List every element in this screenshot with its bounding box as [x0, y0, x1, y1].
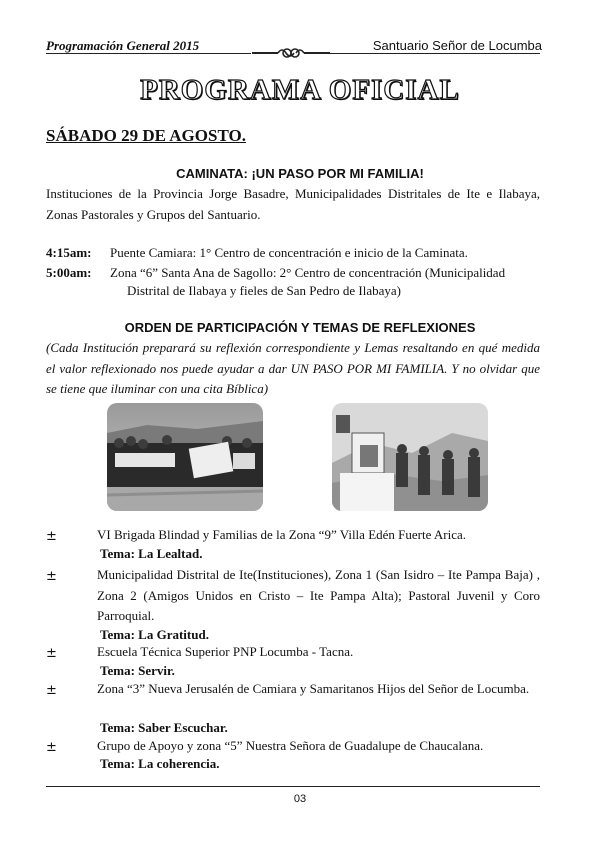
schedule-text: Zona “6” Santa Ana de Sagollo: 2° Centro de concentración (Municipalidad — [110, 265, 506, 280]
ornament-icon — [250, 44, 332, 62]
photo-procession — [107, 403, 263, 511]
schedule-time: 5:00am: — [46, 265, 92, 280]
bullet-icon: ± — [46, 646, 57, 661]
schedule-row — [46, 243, 540, 264]
page-title: PROGRAMA OFICIAL — [140, 74, 460, 106]
bullet-icon: ± — [46, 569, 57, 584]
footer-divider — [46, 786, 540, 787]
item-tema: Tema: Saber Escuchar. — [100, 720, 228, 735]
list-item: Escuela Técnica Superior PNP Locumba - Tacna. — [97, 644, 354, 659]
schedule-row — [46, 263, 540, 284]
caminata-heading: CAMINATA: ¡UN PASO POR MI FAMILIA! — [176, 166, 424, 181]
item-tema: Tema: La Lealtad. — [100, 546, 203, 561]
bullet-icon: ± — [46, 683, 57, 698]
event-date: SÁBADO 29 DE AGOSTO. — [46, 126, 246, 145]
header-divider-left — [46, 53, 251, 54]
bullet-icon: ± — [46, 529, 57, 544]
photo-altar — [332, 403, 488, 511]
header-divider-right — [330, 53, 540, 54]
item-tema: Tema: Servir. — [100, 663, 175, 678]
schedule-time: 4:15am: — [46, 245, 92, 260]
schedule-text: Puente Camiara: 1° Centro de concentración e inicio de la Caminata. — [110, 245, 468, 260]
schedule-text-continued: Distrital de Ilabaya y fieles de San Pedro de Ilabaya) — [127, 283, 401, 298]
list-item: Municipalidad Distrital de Ite(Instituciones), Zona 1 (San Isidro – Ite Pampa Baja) , Zona 2 (Amigos Unidos en Cristo – Ite Pampa Alta); Pastoral Juvenil y Coro Parroquial. — [97, 567, 540, 623]
bullet-icon: ± — [46, 740, 57, 755]
header-left-title: Programación General 2015 — [46, 38, 200, 53]
caminata-text: Instituciones de la Provincia Jorge Basadre, Municipalidades Distritales de Ite e Ilabaya, Zonas Pastorales y Grupos del Santuario. — [46, 186, 540, 222]
item-tema: Tema: La coherencia. — [100, 756, 220, 771]
item-tema: Tema: La Gratitud. — [100, 627, 209, 642]
header-right-title: Santuario Señor de Locumba — [372, 38, 542, 53]
orden-heading: ORDEN DE PARTICIPACIÓN Y TEMAS DE REFLEXIONES — [124, 320, 476, 335]
page-number: 03 — [293, 793, 307, 805]
list-item: Zona “3” Nueva Jerusalén de Camiara y Samaritanos Hijos del Señor de Locumba. — [97, 681, 530, 696]
orden-note: (Cada Institución preparará su reflexión correspondiente y Lemas resaltando en qué medida el valor reflexionado nos puede ayudar a dar UN PASO POR MI FAMILIA. Y no olvidar que se tiene que iluminar con una cita Bíblica) — [46, 340, 540, 396]
list-item: VI Brigada Blindad y Familias de la Zona “9” Villa Edén Fuerte Arica. — [97, 527, 467, 542]
list-item: Grupo de Apoyo y zona “5” Nuestra Señora de Guadalupe de Chaucalana. — [97, 738, 484, 753]
